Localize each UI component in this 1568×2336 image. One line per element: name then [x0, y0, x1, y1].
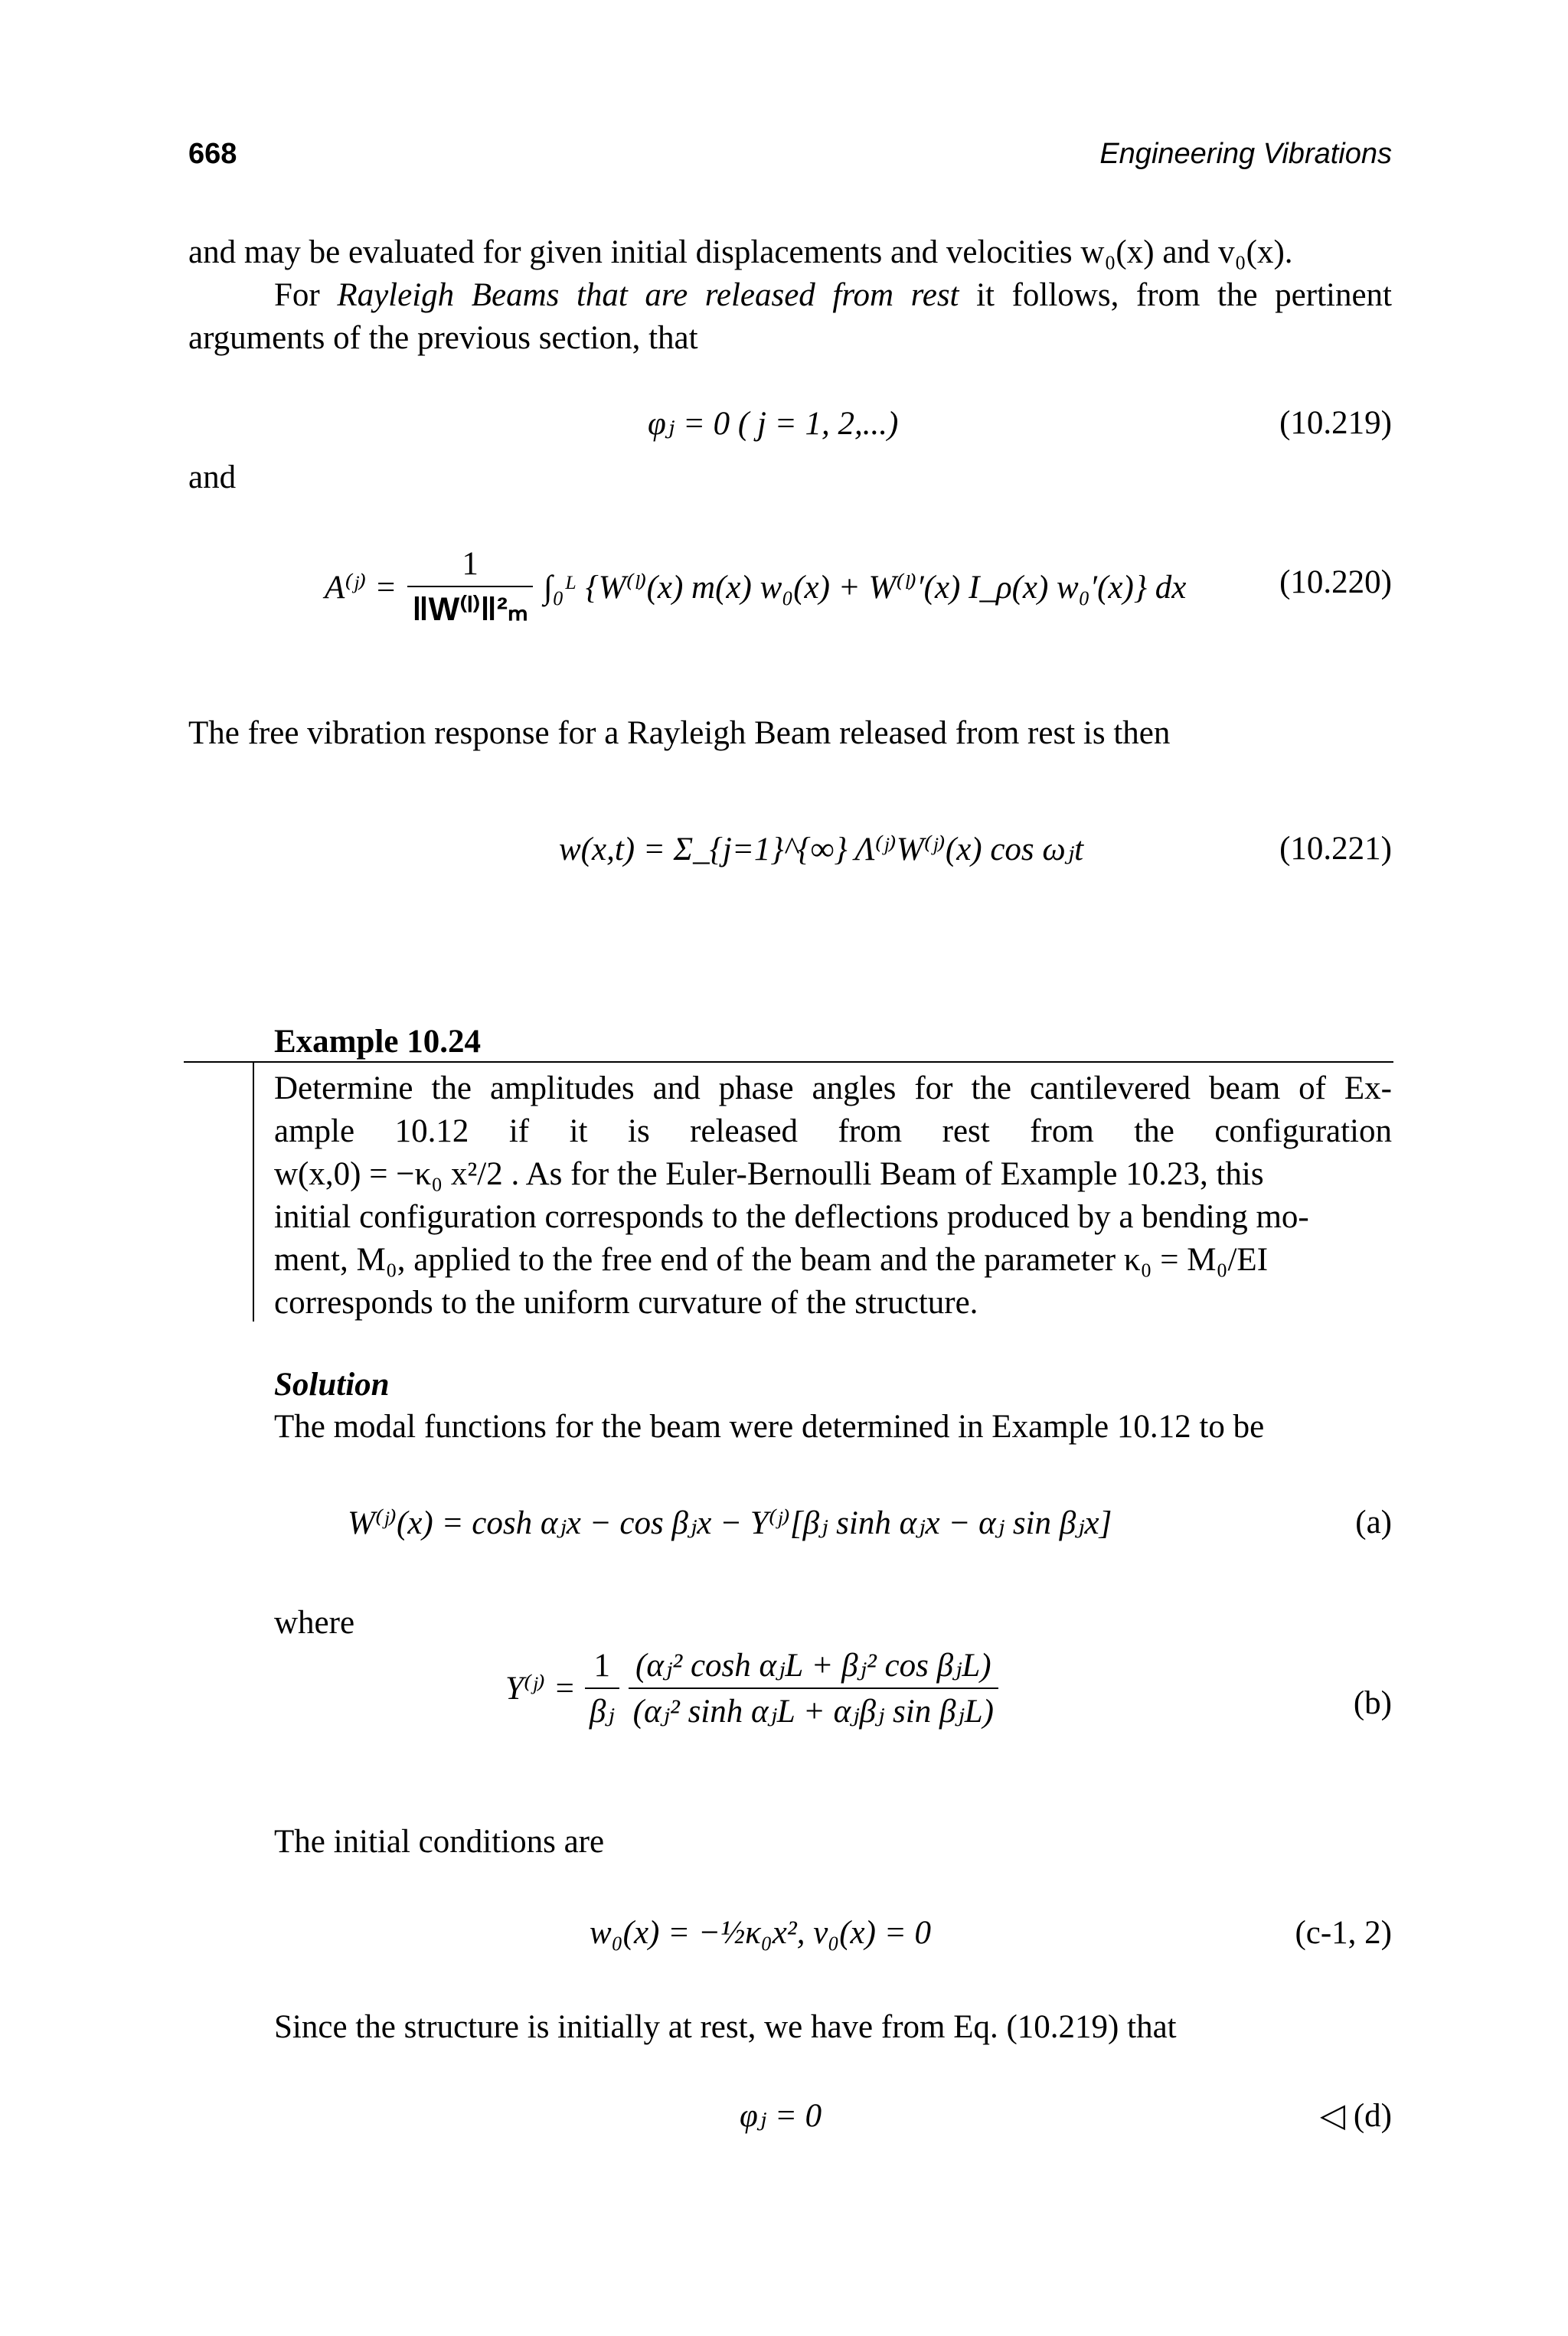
fraction-numerator: 1	[407, 545, 533, 587]
equation-10-220	[325, 545, 1186, 629]
running-title: Engineering Vibrations	[1099, 138, 1392, 170]
example-line: corresponds to the uniform curvature of the structure.	[274, 1285, 978, 1321]
fraction-denominator: (αⱼ² sinh αⱼL + αⱼβⱼ sin βⱼL)	[632, 1694, 994, 1730]
fraction-denominator: βⱼ	[589, 1693, 615, 1730]
paragraph-line: The free vibration response for a Rayleigh Beam released from rest is then	[188, 715, 1171, 751]
equation-number: (c-1, 2)	[1295, 1915, 1392, 1951]
page-number: 668	[188, 138, 237, 170]
equation-lhs: A⁽ʲ⁾ =	[325, 569, 397, 606]
fraction-numerator: 1	[585, 1647, 619, 1689]
example-left-rule	[253, 1061, 254, 1322]
fraction-denominator: ‖W⁽ˡ⁾‖²ₘ	[412, 591, 528, 628]
paragraph-line	[188, 274, 1392, 317]
equation-10-221: w(x,t) = Σ_{j=1}^{∞} Λ⁽ʲ⁾W⁽ʲ⁾(x) cos ωⱼt	[559, 831, 1084, 867]
example-line: ample 10.12 if it is released from rest from the configuration	[274, 1113, 1392, 1149]
equation-a: W⁽ʲ⁾(x) = cosh αⱼx − cos βⱼx − Y⁽ʲ⁾[βⱼ sinh αⱼx − αⱼ sin βⱼx]	[348, 1505, 1112, 1541]
equation-d: φⱼ = 0	[740, 2098, 822, 2134]
equation-number: (10.220)	[1279, 564, 1392, 600]
solution-heading: Solution	[274, 1367, 390, 1403]
equation-lhs: Y⁽ʲ⁾ =	[505, 1671, 576, 1707]
fraction-numerator: (αⱼ² cosh αⱼL + βⱼ² cos βⱼL)	[629, 1646, 998, 1689]
equation-b	[505, 1646, 998, 1730]
paragraph-line: The modal functions for the beam were determined in Example 10.12 to be	[274, 1409, 1265, 1445]
equation-number: (10.219)	[1279, 405, 1392, 441]
paragraph-line: and may be evaluated for given initial displacements and velocities w₀(x) and v₀(x).	[188, 234, 1293, 270]
equation-number: (10.221)	[1279, 831, 1392, 867]
equation-number: ◁ (d)	[1320, 2098, 1392, 2134]
paragraph-line: The initial conditions are	[274, 1824, 605, 1860]
equation-number: (a)	[1355, 1505, 1392, 1540]
paragraph-line: Since the structure is initially at rest, we have from Eq. (10.219) that	[274, 2009, 1177, 2045]
example-line: ment, M₀, applied to the free end of the beam and the parameter κ₀ = M₀/EI	[274, 1242, 1269, 1278]
example-line: initial configuration corresponds to the deflections produced by a bending mo-	[274, 1199, 1309, 1235]
equation-c: w₀(x) = −½κ₀x², v₀(x) = 0	[590, 1915, 931, 1951]
fraction	[407, 545, 533, 629]
example-line: Determine the amplitudes and phase angles for the cantilevered beam of Ex-	[274, 1070, 1392, 1106]
fraction	[629, 1646, 998, 1730]
integral-expression: ∫₀ᴸ {W⁽ˡ⁾(x) m(x) w₀(x) + W⁽ˡ⁾′(x) I_ρ(x) w₀′(x)} dx	[543, 569, 1187, 606]
paragraph-line: and	[188, 459, 237, 495]
example-title: Example 10.24	[274, 1024, 481, 1060]
example-line: w(x,0) = −κ₀ x²/2 . As for the Euler-Bernoulli Beam of Example 10.23, this	[274, 1156, 1264, 1192]
fraction	[585, 1647, 619, 1730]
paragraph-line: where	[274, 1605, 355, 1641]
paragraph-text: For	[274, 277, 338, 313]
equation-number: (b)	[1353, 1685, 1392, 1721]
equation-10-219: φⱼ = 0 ( j = 1, 2,...)	[648, 406, 899, 442]
paragraph-line: arguments of the previous section, that	[188, 320, 698, 356]
paragraph-text: it follows, from the pertinent	[959, 277, 1393, 313]
emphasis-text: Rayleigh Beams that are released from rest	[337, 277, 959, 313]
example-top-rule	[184, 1061, 1393, 1063]
